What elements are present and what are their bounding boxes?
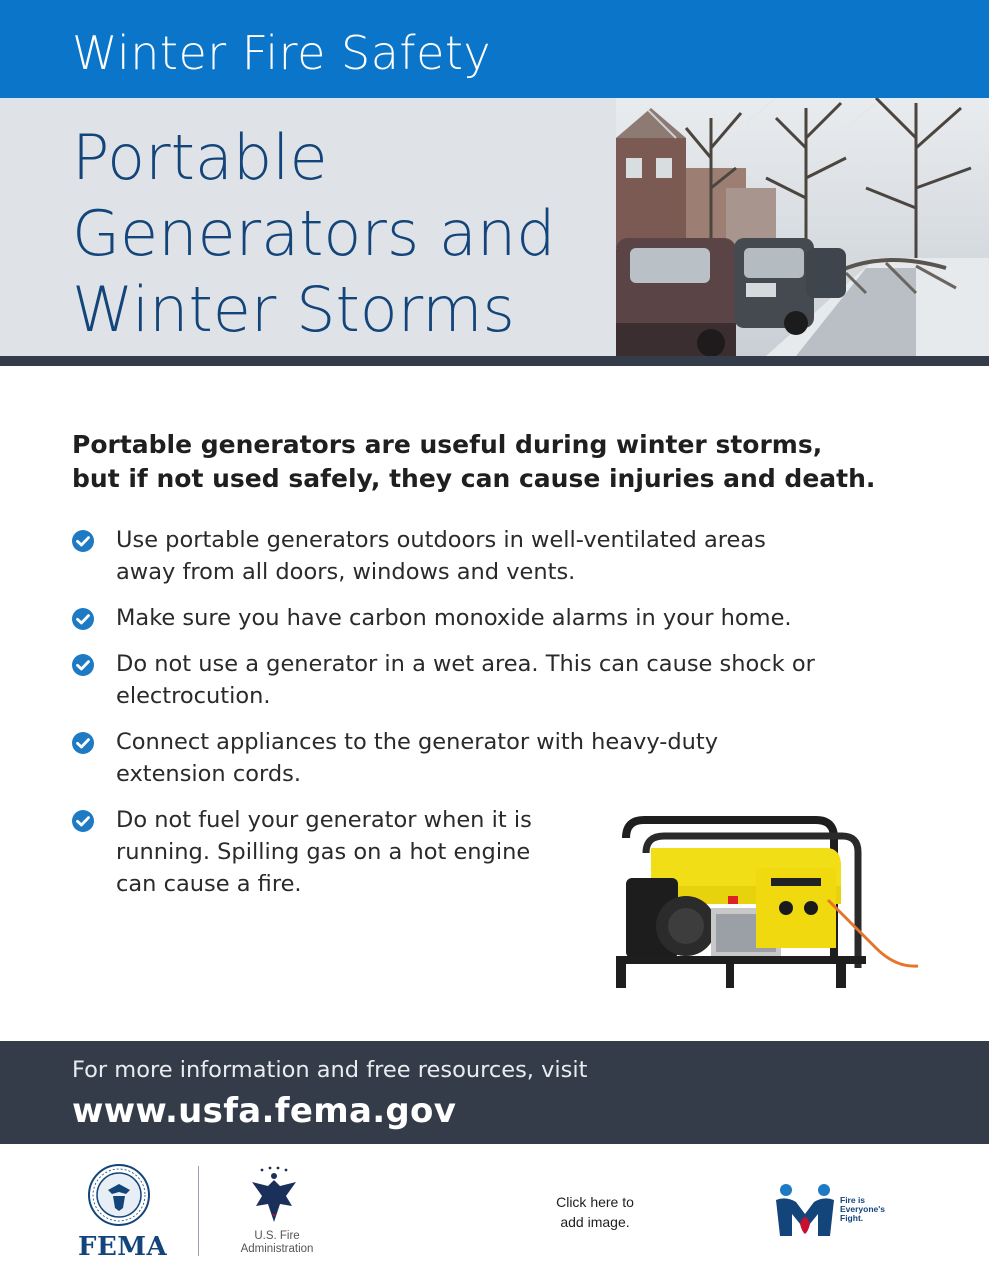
fief-line: Fire is	[840, 1195, 866, 1205]
info-footer	[0, 1041, 989, 1144]
tip-text: Do not fuel your generator when it is	[116, 807, 532, 833]
page-title	[72, 120, 612, 348]
logo-strip	[0, 1144, 989, 1280]
check-circle-icon	[72, 608, 94, 630]
tip-item	[72, 524, 872, 588]
dhs-seal-icon	[88, 1164, 150, 1226]
add-image-placeholder[interactable]	[540, 1192, 650, 1232]
hero-section	[0, 98, 989, 356]
tip-item	[72, 602, 872, 634]
header-bar	[0, 0, 989, 98]
hero-divider	[0, 356, 989, 366]
tip-text: electrocution.	[116, 683, 271, 709]
tip-text: Connect appliances to the generator with heavy-duty	[116, 729, 719, 755]
tip-item	[72, 648, 872, 712]
tip-text: can cause a fire.	[116, 871, 302, 897]
title-line: Generators and	[72, 197, 556, 270]
check-circle-icon	[72, 810, 94, 832]
tip-text: Do not use a generator in a wet area. This can cause shock or	[116, 651, 815, 677]
placeholder-line: Click here to	[556, 1194, 634, 1210]
tip-text: Use portable generators outdoors in well-ventilated areas	[116, 527, 766, 553]
tip-text: running. Spilling gas on a hot engine	[116, 839, 531, 865]
fief-line: Fight.	[840, 1213, 864, 1223]
title-line: Winter Storms	[72, 273, 515, 346]
eagle-icon	[246, 1166, 302, 1230]
tip-item	[72, 804, 596, 900]
check-circle-icon	[72, 530, 94, 552]
portable-generator-image	[606, 808, 926, 998]
tip-text: away from all doors, windows and vents.	[116, 559, 576, 585]
lead-line: but if not used safely, they can cause injuries and death.	[72, 464, 876, 493]
lead-statement	[72, 428, 932, 496]
title-line: Portable	[72, 121, 328, 194]
lead-line: Portable generators are useful during winter storms,	[72, 430, 823, 459]
usfa-logo-text	[222, 1230, 332, 1256]
usfa-line: U.S. Fire	[254, 1230, 300, 1242]
footer-info-text: For more information and free resources, visit	[72, 1057, 588, 1083]
series-title: Winter Fire Safety	[72, 26, 492, 80]
check-circle-icon	[72, 732, 94, 754]
tip-text: Make sure you have carbon monoxide alarms in your home.	[116, 605, 792, 631]
usfa-line: Administration	[240, 1243, 314, 1255]
tip-text: extension cords.	[116, 761, 301, 787]
winter-storm-photo	[616, 98, 989, 356]
logo-divider	[198, 1166, 199, 1256]
fema-logo-text: FEMA	[78, 1232, 168, 1262]
fire-is-everyones-fight-icon	[772, 1180, 838, 1240]
tip-item	[72, 726, 872, 790]
check-circle-icon	[72, 654, 94, 676]
fief-logo-text	[840, 1196, 910, 1223]
fief-line: Everyone's	[840, 1204, 886, 1214]
placeholder-line: add image.	[560, 1214, 630, 1230]
winter-street-illustration	[616, 98, 989, 356]
website-link[interactable]: www.usfa.fema.gov	[72, 1091, 457, 1131]
